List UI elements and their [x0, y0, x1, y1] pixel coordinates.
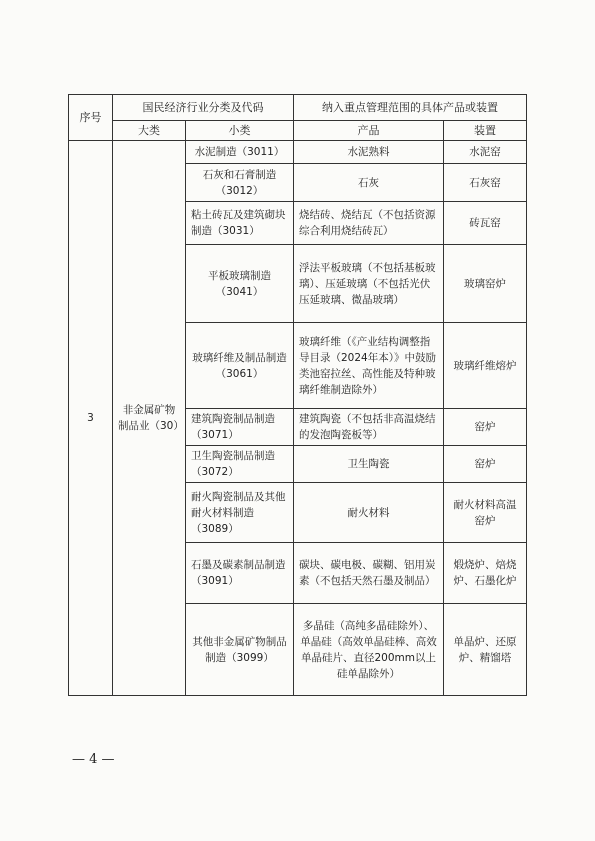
- minor-category: 石墨及碳素制品制造（3091）: [186, 543, 294, 604]
- minor-category: 平板玻璃制造（3041）: [186, 245, 294, 323]
- minor-category: 水泥制造（3011）: [186, 141, 294, 164]
- minor-category: 石灰和石膏制造（3012）: [186, 164, 294, 202]
- device-cell: 砖瓦窑: [444, 202, 527, 245]
- product-cell: 水泥熟料: [294, 141, 444, 164]
- header-industry: 国民经济行业分类及代码: [113, 95, 294, 121]
- header-major: 大类: [113, 121, 186, 141]
- device-cell: 水泥窑: [444, 141, 527, 164]
- table-row: [69, 141, 527, 164]
- minor-category: 建筑陶瓷制品制造（3071）: [186, 409, 294, 446]
- header-device: 装置: [444, 121, 527, 141]
- product-cell: 建筑陶瓷（不包括非高温烧结的发泡陶瓷板等）: [294, 409, 444, 446]
- device-cell: 玻璃窑炉: [444, 245, 527, 323]
- header-row-1: [69, 95, 527, 121]
- device-cell: 玻璃纤维熔炉: [444, 323, 527, 409]
- page-number: — 4 —: [72, 752, 115, 767]
- device-cell: 耐火材料高温窑炉: [444, 483, 527, 543]
- device-cell: 窑炉: [444, 446, 527, 483]
- minor-category: 卫生陶瓷制品制造（3072）: [186, 446, 294, 483]
- header-scope: 纳入重点管理范围的具体产品或装置: [294, 95, 527, 121]
- product-cell: 石灰: [294, 164, 444, 202]
- classification-table: [68, 94, 527, 696]
- header-product: 产品: [294, 121, 444, 141]
- row-seq: 3: [69, 141, 113, 696]
- product-cell: 玻璃纤维（《产业结构调整指导目录（2024年本）》中鼓励类池窑拉丝、高性能及特种玻璃纤维制造除外）: [294, 323, 444, 409]
- product-cell: 耐火材料: [294, 483, 444, 543]
- minor-category: 其他非金属矿物制品制造（3099）: [186, 604, 294, 696]
- header-minor: 小类: [186, 121, 294, 141]
- header-seq: 序号: [69, 95, 113, 141]
- device-cell: 煅烧炉、焙烧炉、石墨化炉: [444, 543, 527, 604]
- device-cell: 石灰窑: [444, 164, 527, 202]
- product-cell: 卫生陶瓷: [294, 446, 444, 483]
- minor-category: 耐火陶瓷制品及其他耐火材料制造（3089）: [186, 483, 294, 543]
- product-cell: 多晶硅（高纯多晶硅除外）、单晶硅（高效单晶硅棒、高效单晶硅片、直径200mm以上硅单晶除外）: [294, 604, 444, 696]
- minor-category: 粘土砖瓦及建筑砌块制造（3031）: [186, 202, 294, 245]
- minor-category: 玻璃纤维及制品制造（3061）: [186, 323, 294, 409]
- device-cell: 单晶炉、还原炉、精馏塔: [444, 604, 527, 696]
- major-category: 非金属矿物制品业（30）: [113, 141, 186, 696]
- product-cell: 碳块、碳电极、碳糊、铝用炭素（不包括天然石墨及制品）: [294, 543, 444, 604]
- product-cell: 浮法平板玻璃（不包括基板玻璃）、压延玻璃（不包括光伏压延玻璃、微晶玻璃）: [294, 245, 444, 323]
- device-cell: 窑炉: [444, 409, 527, 446]
- product-cell: 烧结砖、烧结瓦（不包括资源综合利用烧结砖瓦）: [294, 202, 444, 245]
- header-row-2: [69, 121, 527, 141]
